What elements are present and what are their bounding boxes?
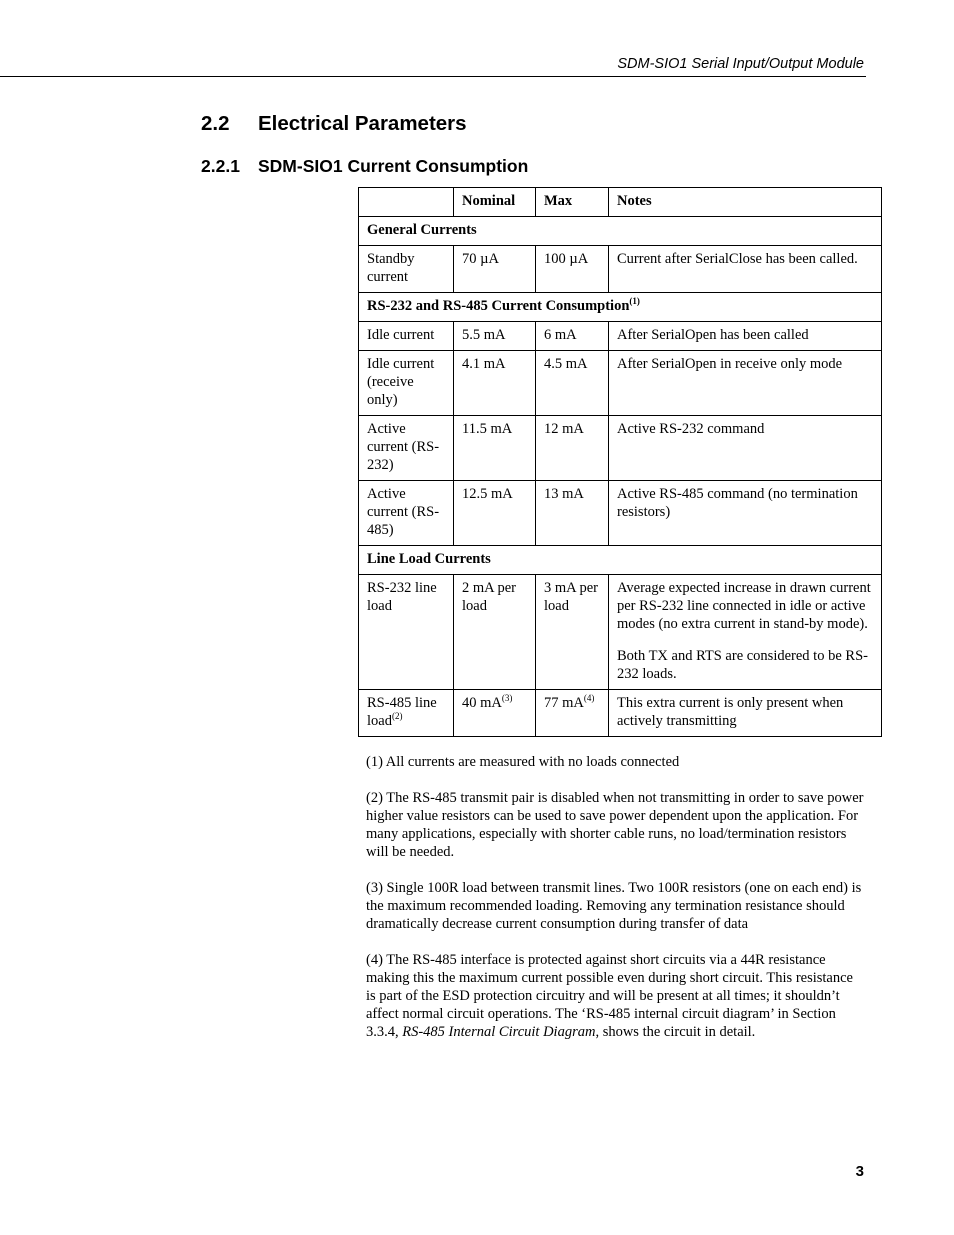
- cell-name-text: RS-485 line load: [367, 695, 437, 729]
- section-general-currents: General Currents: [359, 217, 882, 246]
- section-rs-current-consumption: [359, 293, 882, 322]
- cell-max: 3 mA per load: [536, 575, 609, 690]
- cell-notes: [609, 575, 882, 690]
- cell-nominal: 4.1 mA: [454, 351, 536, 416]
- footnote-4-reference-title: RS-485 Internal Circuit Diagram: [402, 1024, 596, 1040]
- cell-max-text: 77 mA: [544, 695, 584, 711]
- running-header: SDM-SIO1 Serial Input/Output Module: [617, 56, 864, 72]
- cell-notes: Current after SerialClose has been called.: [609, 246, 882, 293]
- footnote-4-text: (4) The RS-485 interface is protected against short circuits via a 44R resistance making this the maximum current possible even during short circuit. This resistance is part of the ESD protection circuitry and will be present at all times; it shouldn’t affect normal circuit operations. The ‘RS-485 internal circuit diagram’ in Section 3.3.4,: [366, 952, 853, 1040]
- subsection-number: 2.2.1: [201, 156, 240, 176]
- cell-name: Active current (RS-232): [359, 416, 454, 481]
- cell-name: [359, 690, 454, 737]
- table-row: [359, 690, 882, 737]
- table-section-row: [359, 217, 882, 246]
- table-row: [359, 575, 882, 690]
- footnote-ref: (4): [583, 693, 595, 704]
- section-number: 2.2: [201, 112, 230, 135]
- cell-max: 12 mA: [536, 416, 609, 481]
- footnote-3: (3) Single 100R load between transmit lines. Two 100R resistors (one on each end) is the maximum recommended loading. Removing any termination resistance should dramatically decrease current consumption during transfer of data: [366, 880, 862, 932]
- cell-notes: After SerialOpen has been called: [609, 322, 882, 351]
- cell-nominal: [454, 690, 536, 737]
- subsection-title: SDM-SIO1 Current Consumption: [258, 156, 529, 176]
- footnote-ref: (2): [391, 711, 403, 722]
- header-rule: [0, 76, 866, 77]
- footnote-4-text-end: , shows the circuit in detail.: [595, 1024, 756, 1040]
- cell-name: Idle current (receive only): [359, 351, 454, 416]
- cell-notes: Active RS-232 command: [609, 416, 882, 481]
- table-row: [359, 416, 882, 481]
- footnote-4: [366, 951, 866, 1041]
- section-heading: [201, 112, 467, 136]
- table-header-row: [359, 188, 882, 217]
- header-cell-notes: Notes: [609, 188, 882, 217]
- footnote-ref: (1): [629, 296, 640, 307]
- table-section-row: [359, 546, 882, 575]
- notes-paragraph: Average expected increase in drawn current per RS-232 line connected in idle or active modes (no extra current in stand-by mode).: [617, 580, 871, 632]
- cell-nominal-text: 40 mA: [462, 695, 502, 711]
- cell-max: 4.5 mA: [536, 351, 609, 416]
- cell-notes: After SerialOpen in receive only mode: [609, 351, 882, 416]
- notes-paragraph: Both TX and RTS are considered to be RS-232 loads.: [617, 648, 868, 682]
- section-title: RS-232 and RS-485 Current Consumption: [367, 298, 630, 314]
- cell-nominal: 70 µA: [454, 246, 536, 293]
- table-row: [359, 246, 882, 293]
- cell-nominal: 2 mA per load: [454, 575, 536, 690]
- table-row: [359, 481, 882, 546]
- cell-name: Idle current: [359, 322, 454, 351]
- header-cell-empty: [359, 188, 454, 217]
- cell-notes: Active RS-485 command (no termination resistors): [609, 481, 882, 546]
- cell-max: [536, 690, 609, 737]
- cell-name: Active current (RS-485): [359, 481, 454, 546]
- current-consumption-table: [358, 187, 882, 737]
- footnote-ref: (3): [501, 693, 513, 704]
- cell-max: 100 µA: [536, 246, 609, 293]
- subsection-heading: [201, 156, 528, 177]
- footnotes: [366, 753, 866, 1059]
- section-line-load-currents: Line Load Currents: [359, 546, 882, 575]
- cell-nominal: 12.5 mA: [454, 481, 536, 546]
- cell-nominal: 11.5 mA: [454, 416, 536, 481]
- cell-max: 13 mA: [536, 481, 609, 546]
- cell-name: Standby current: [359, 246, 454, 293]
- header-cell-max: Max: [536, 188, 609, 217]
- table-section-row: [359, 293, 882, 322]
- footnote-1: (1) All currents are measured with no loads connected: [366, 754, 680, 770]
- table-row: [359, 322, 882, 351]
- cell-nominal: 5.5 mA: [454, 322, 536, 351]
- cell-notes: This extra current is only present when actively transmitting: [609, 690, 882, 737]
- table-row: [359, 351, 882, 416]
- footnote-2: (2) The RS-485 transmit pair is disabled when not transmitting in order to save power higher value resistors can be used to save power dependent upon the application. For many applications, especially with shorter cable runs, no load/termination resistors will be needed.: [366, 790, 864, 860]
- page-number: 3: [855, 1163, 864, 1180]
- cell-name: RS-232 line load: [359, 575, 454, 690]
- section-title: Electrical Parameters: [258, 112, 467, 135]
- header-cell-nominal: Nominal: [454, 188, 536, 217]
- cell-max: 6 mA: [536, 322, 609, 351]
